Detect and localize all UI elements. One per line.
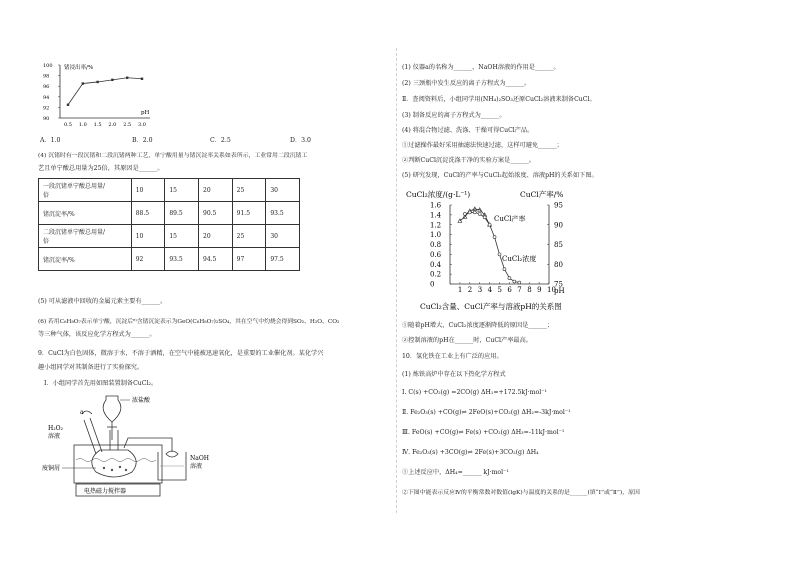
y-tick-label: 96 [43, 84, 50, 91]
table-cell: 89.5 [165, 202, 199, 225]
label-h2o2-1: H₂O₂ [48, 425, 63, 432]
cucl-yield-label: CuCl产率 [494, 215, 526, 223]
three-neck-flask [92, 430, 136, 477]
equation-4: Ⅳ. Fe₂O₃(s) +3CO(g)⇌ 2Fe(s)+3CO₂(g) ΔH₄ [402, 449, 539, 456]
q5-text: (5) 可从滤液中回收的金属元素主要有______。 [38, 298, 167, 305]
y-tick-label-right: 75 [554, 280, 563, 289]
table-row [39, 248, 300, 271]
right-q5-1: ①随着pH增大，CuCl₂浓度逐渐降低的原因是______； [402, 322, 554, 329]
table-cell: 15 [165, 225, 199, 248]
right-q4: (4) 将混合物过滤、洗涤、干燥可得CuCl产品。 [402, 127, 534, 134]
data-point [96, 81, 98, 83]
table-cell: 97 [232, 248, 266, 271]
x-tick-label: 9 [537, 286, 542, 294]
table-row [39, 202, 300, 225]
y-tick-label-right: 95 [554, 201, 563, 210]
table-row [39, 179, 300, 202]
table-cell: 30 [266, 179, 300, 202]
cucl2-conc-label: CuCl₂浓度 [502, 255, 537, 263]
y-tick-label-left: 0.4 [430, 260, 442, 269]
side-funnel [82, 411, 102, 454]
y-tick-label-left: 1.2 [430, 221, 442, 230]
table-header-cell: 二段沉锗单宁酸总用量/ 倍 [39, 225, 132, 248]
table-cell: 97.5 [266, 248, 300, 271]
y-tick-label: 90 [43, 116, 50, 122]
leaching-series-line [68, 78, 142, 105]
right-q3: (3) 制备反应的离子方程式为______。 [402, 112, 506, 119]
table-cell: 20 [199, 179, 233, 202]
conc-point [513, 280, 516, 283]
y-tick-label-left: 1.4 [430, 211, 442, 220]
x-tick-label: 2.5 [123, 122, 132, 128]
right-ii: Ⅱ．查阅资料后，小组同学用(NH₄)₂SO₃还原CuCl₂溶液来制备CuCl。 [402, 96, 596, 103]
option-d: D．3.0 [290, 137, 311, 144]
data-point [67, 104, 69, 106]
table-cell: 94.5 [199, 248, 233, 271]
right-q4-2: ②判断CuCl沉淀洗涤干净的实验方案是______。 [402, 157, 535, 164]
y-tick-label-left: 0.2 [430, 270, 442, 279]
label-conc-hcl: 浓盐酸 [132, 397, 151, 404]
x-tick-label: 0.5 [64, 122, 72, 128]
cucl-xlabel: pH [554, 287, 565, 295]
q4-line1: (4) 沉锗时有一段沉锗和二段沉锗两种工艺，单宁酸用量与锗沉淀率关系如表所示，工业常用二段沉锗工 [38, 153, 308, 159]
equation-3: Ⅲ. FeO(s) +CO(g)⇌ Fe(s) +CO₂(g) ΔH₃=-11kJ·mol⁻¹ [402, 429, 565, 436]
y-tick-label: 98 [43, 73, 50, 80]
data-point [111, 79, 113, 81]
conc-point [498, 253, 501, 256]
y-tick-label-left: 1.6 [430, 201, 442, 210]
y-tick-label-right: 80 [554, 260, 563, 269]
x-tick-label: 1 [457, 286, 463, 294]
table-cell: 91.5 [232, 202, 266, 225]
q4-line2: 艺且单宁酸总用量为25倍，其原因是______。 [38, 165, 164, 172]
right-q5: (5) 研究发现，CuCl的产率与CuCl₂起始浓度、溶液pH的关系如下图。 [402, 172, 598, 179]
x-tick-label: 2 [467, 286, 473, 294]
option-a: A．1.0 [40, 137, 61, 144]
x-tick-label: 1.0 [78, 122, 87, 128]
x-tick-label: 7 [517, 286, 522, 294]
cucl-caption: CuCl₂含量、CuCl产率与溶液pH的关系图 [420, 302, 562, 311]
label-stirrer: 电热磁力搅拌器 [84, 488, 127, 495]
cucl-ylabel-left: CuCl₂浓度/(g·L⁻¹) [406, 190, 471, 199]
right-q1: (1) 仪器a的名称为______，NaOH溶液的作用是______。 [402, 64, 560, 71]
conc-point [518, 281, 521, 284]
conc-point [463, 212, 466, 215]
q6-line2: 等三种气体，该反应化学方程式为______。 [38, 331, 156, 338]
q6-line1: (6) 若用C₆H₈O₇表示单宁酸，沉淀后⁸⁾含锗沉淀表示为GeO(C₆H₈O₇)₂SO₄，其在空气中灼烧会得到SO₂、H₂O、CO₂ [38, 319, 340, 325]
right-q10-answer-2: ②下图中能表示反应Ⅳ的平衡常数对数值(lgK)与温度的关系的是______(填“Ⅰ”或“Ⅱ”)，原因 [402, 490, 640, 496]
table-cell: 30 [266, 225, 300, 248]
data-point [82, 82, 84, 84]
table-cell: 10 [131, 225, 165, 248]
label-naoh-1: NaOH [190, 455, 209, 462]
table-cell: 88.5 [131, 202, 165, 225]
conc-point [493, 236, 496, 239]
y-tick-label-right: 90 [554, 221, 563, 230]
leaching-ylabel: 锗浸出率/% [64, 65, 94, 71]
y-tick-label-left: 0.6 [430, 250, 442, 259]
data-point [141, 78, 143, 80]
x-tick-label: 2.0 [108, 122, 117, 128]
y-tick-label: 100 [43, 63, 53, 69]
conc-point [478, 212, 481, 215]
label-scrap-copper: 废铜屑 [42, 465, 61, 472]
x-tick-label: 10 [547, 286, 556, 294]
table-cell: 92 [131, 248, 165, 271]
table-row [39, 225, 300, 248]
x-tick-label: 3.0 [138, 122, 146, 128]
table-header-cell: 一段沉锗单宁酸总用量/ 倍 [39, 179, 132, 202]
apparatus-diagram [40, 390, 220, 502]
table-cell: 90.5 [199, 202, 233, 225]
x-tick-label: 3 [477, 286, 483, 294]
option-c: C．2.5 [210, 137, 231, 144]
option-b: B．2.0 [132, 137, 153, 144]
conc-point [468, 211, 471, 214]
label-h2o2-2: 溶液 [48, 433, 61, 440]
q9-line2: 趣小组同学对其制备进行了实验探究。 [38, 364, 144, 371]
q9-sub: Ⅰ．小组同学首先用如图装置制备CuCl₂。 [44, 380, 158, 387]
conc-point [488, 223, 491, 226]
y-tick-label-right: 85 [554, 241, 563, 249]
y-tick-label-left: 1.0 [430, 231, 442, 240]
leaching-chart-axes [60, 65, 150, 118]
cucl-ylabel-right: CuCl产率/% [520, 190, 564, 199]
x-tick-label: 1.5 [93, 122, 102, 128]
y-tick-label: 94 [43, 94, 50, 101]
table-cell: 20 [199, 225, 233, 248]
table-cell: 15 [165, 179, 199, 202]
table-cell: 93.5 [266, 202, 300, 225]
germanium-table [38, 178, 300, 271]
data-point [126, 77, 128, 79]
equation-1: Ⅰ. C(s) +CO₂(g) =2CO(g) ΔH₁=+172.5kJ·mol⁻¹ [402, 389, 547, 396]
y-tick-label: 92 [43, 105, 50, 112]
x-tick-label: 4 [487, 286, 493, 294]
right-q10-answer-1: ①上述反应中，ΔH₄=______ kJ·mol⁻¹ [402, 469, 509, 476]
column-divider [396, 48, 397, 513]
table-cell: 25 [232, 179, 266, 202]
water-bath [74, 445, 162, 483]
label-a: a [80, 409, 84, 416]
table-cell: 10 [131, 179, 165, 202]
q9-line1: 9．CuCl为白色固体，微溶于水，不溶于酒精，在空气中能被迅速氧化，是重要的工业催化剂。某化学兴 [38, 350, 324, 357]
leaching-rate-chart [38, 60, 158, 134]
right-q4-1: ①过滤操作最好采用抽滤法快速过滤，这样可避免______； [402, 142, 563, 149]
right-q5-2: ②控制溶液的pH在______时，CuCl产率最高。 [402, 337, 532, 344]
table-header-cell: 锗沉淀率/% [39, 202, 132, 225]
right-q10: 10．氢化铁在工业上有广泛的应用。 [402, 353, 503, 360]
y-tick-label-left: 0.8 [430, 241, 442, 249]
conc-point [508, 277, 511, 280]
y-tick-label-left: 0 [430, 280, 435, 289]
equation-2: Ⅱ. Fe₂O₃(s) +CO(g)⇌ 2FeO(s)+CO₂(g) ΔH₂=-3kJ·mol⁻¹ [402, 409, 571, 416]
table-header-cell: 锗沉淀率/% [39, 248, 132, 271]
leaching-xlabel: pH [141, 110, 150, 116]
right-q10-1: (1) 炼铁高炉中存在以下热化学方程式 [402, 371, 506, 378]
cucl-yield-chart [402, 185, 592, 313]
x-tick-label: 8 [527, 286, 532, 294]
x-tick-label: 5 [497, 286, 502, 294]
label-naoh-2: 溶液 [190, 463, 203, 470]
x-tick-label: 6 [507, 286, 512, 294]
conc-point [503, 268, 506, 271]
table-cell: 25 [232, 225, 266, 248]
conc-point [473, 211, 476, 214]
right-q2: (2) 三颈瓶中发生反应的离子方程式为______。 [402, 80, 531, 87]
conc-point [483, 216, 486, 219]
table-cell: 93.5 [165, 248, 199, 271]
